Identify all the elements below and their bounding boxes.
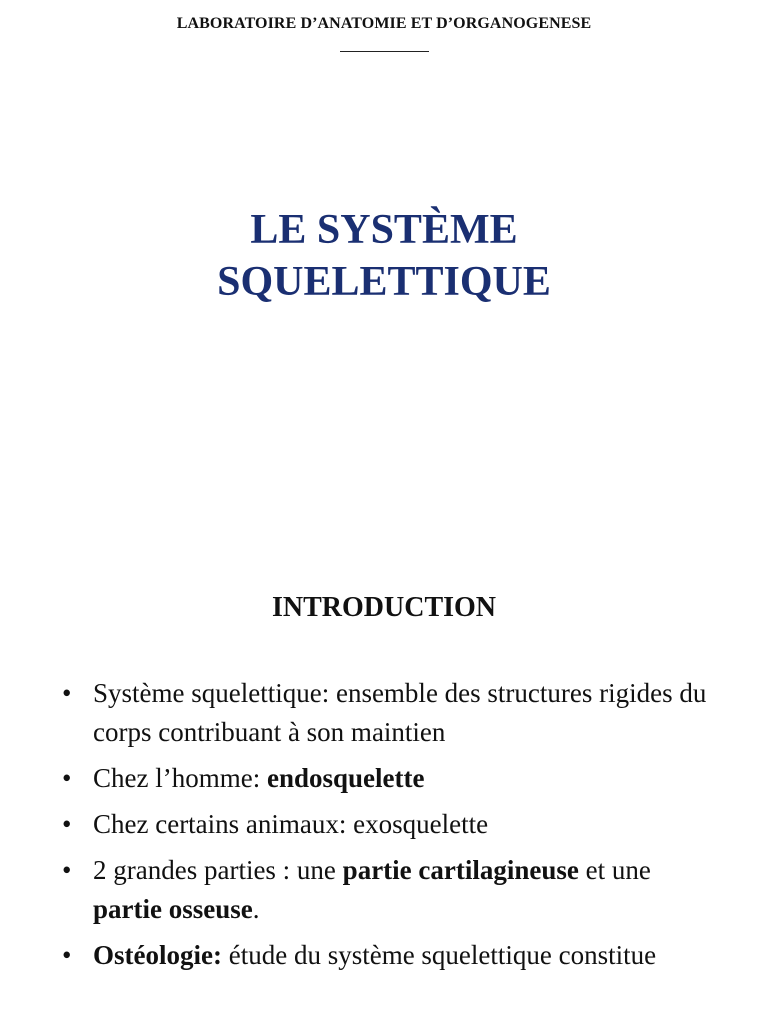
lab-header: LABORATOIRE D’ANATOMIE ET D’ORGANOGENESE [176, 15, 592, 32]
list-item [0, 805, 768, 844]
bullet-text: Chez l’homme: [93, 763, 267, 793]
bullet-icon: • [62, 809, 72, 839]
bullet-icon: • [62, 940, 72, 970]
bullet-text: étude du système squelettique constitue [221, 940, 657, 970]
bullet-text: et une [578, 855, 651, 885]
bullet-text: . [252, 894, 260, 924]
bullet-emphasis: endosquelette [266, 763, 425, 793]
title-line-1: LE SYSTÈME [250, 207, 518, 253]
bullet-emphasis: partie osseuse [93, 894, 253, 924]
bullet-text: Chez certains animaux: exosquelette [93, 809, 489, 839]
header-divider [340, 51, 429, 52]
title-line-2: SQUELETTIQUE [217, 259, 551, 305]
bullet-text: Système squelettique: ensemble des structures rigides du corps contribuant à son maintien [93, 678, 707, 747]
bullet-emphasis: partie cartilagineuse [342, 855, 579, 885]
bullet-text: 2 grandes parties : une [93, 855, 343, 885]
list-item [0, 759, 768, 798]
page-title [0, 204, 768, 308]
bullet-list [0, 674, 768, 982]
list-item [0, 674, 768, 752]
bullet-emphasis: Ostéologie: [93, 940, 222, 970]
bullet-icon: • [62, 763, 72, 793]
list-item [0, 936, 768, 975]
section-heading: INTRODUCTION [271, 592, 497, 623]
bullet-icon: • [62, 855, 72, 885]
bullet-icon: • [62, 678, 72, 708]
list-item [0, 851, 768, 929]
